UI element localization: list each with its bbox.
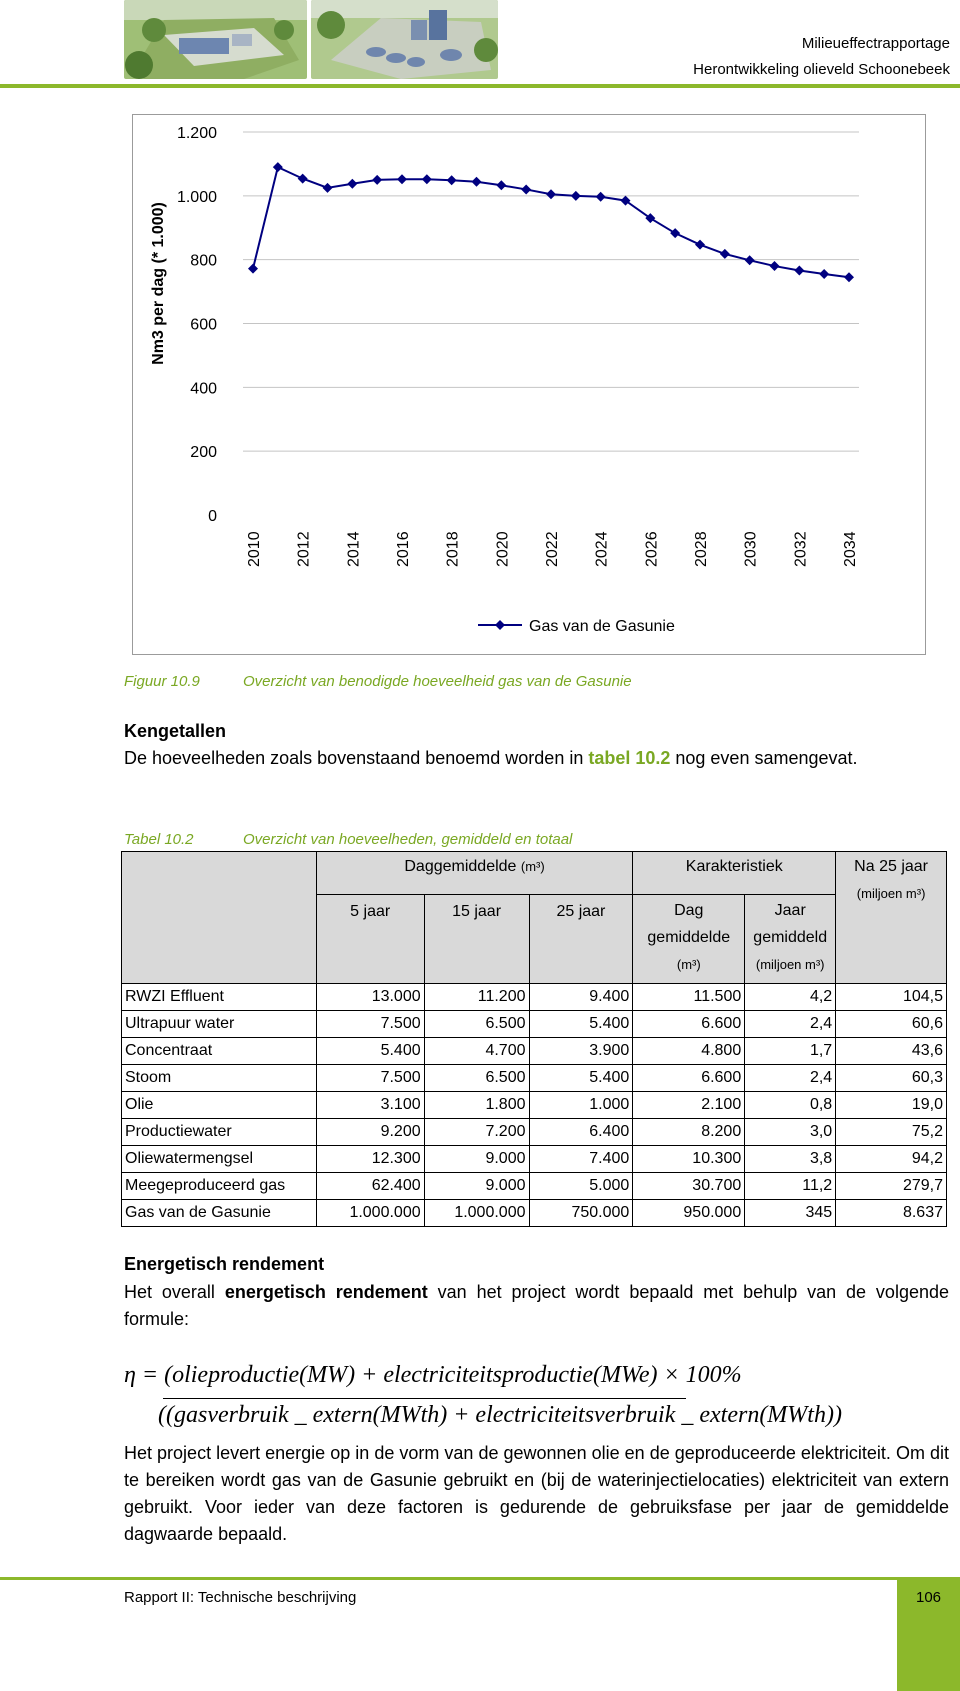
- formula-denominator: ((gasverbruik _ extern(MWth) + electriciteitsverbruik _ extern(MWth)): [158, 1402, 842, 1428]
- gas-demand-line-chart: [133, 115, 927, 656]
- cell-v15: 9.000: [424, 1146, 529, 1173]
- legend-marker: [495, 620, 505, 630]
- header-na-25-jaar: Na 25 jaar (miljoen m³): [836, 852, 947, 984]
- table-corner-cell: [122, 852, 317, 984]
- cell-dag: 2.100: [633, 1092, 745, 1119]
- x-tick-label: 2016: [395, 531, 412, 567]
- cell-v15: 6.500: [424, 1011, 529, 1038]
- cell-jaar: 2,4: [745, 1011, 836, 1038]
- table-reference-link[interactable]: tabel 10.2: [588, 748, 671, 768]
- cell-v5: 7.500: [316, 1065, 424, 1092]
- table-body: [122, 984, 947, 1227]
- cell-jaar: 4,2: [745, 984, 836, 1011]
- cell-jaar: 11,2: [745, 1173, 836, 1200]
- header-jaar-gemiddeld: Jaar gemiddeld (miljoen m³): [745, 895, 836, 984]
- header-photo-plant-left: [124, 0, 307, 79]
- table-row: [122, 1173, 947, 1200]
- row-label: Stoom: [122, 1065, 317, 1092]
- row-label: Gas van de Gasunie: [122, 1200, 317, 1227]
- cell-v15: 1.000.000: [424, 1200, 529, 1227]
- cell-dag: 4.800: [633, 1038, 745, 1065]
- cell-v25: 1.000: [529, 1092, 633, 1119]
- cell-dag: 30.700: [633, 1173, 745, 1200]
- x-tick-label: 2014: [345, 531, 363, 567]
- cell-v5: 62.400: [316, 1173, 424, 1200]
- table-caption-number: Tabel 10.2: [124, 831, 194, 848]
- figure-caption-number: Figuur 10.9: [124, 673, 200, 690]
- cell-v25: 9.400: [529, 984, 633, 1011]
- x-tick-label: 2026: [643, 531, 661, 567]
- formula-numerator: η = (olieproductie(MW) + electriciteitsproductie(MWe) × 100%: [124, 1362, 742, 1388]
- x-tick-label: 2022: [544, 531, 561, 567]
- cell-v5: 1.000.000: [316, 1200, 424, 1227]
- cell-dag: 6.600: [633, 1065, 745, 1092]
- row-label: Oliewatermengsel: [122, 1146, 317, 1173]
- header-dag-gemiddelde: Dag gemiddelde (m³): [633, 895, 745, 984]
- quantities-table: [121, 851, 947, 1227]
- row-label: Meegeproduceerd gas: [122, 1173, 317, 1200]
- section-heading-kengetallen: Kengetallen: [124, 721, 227, 741]
- row-label: RWZI Effluent: [122, 984, 317, 1011]
- x-tick-label: 2034: [842, 531, 859, 567]
- table-row: [122, 1038, 947, 1065]
- cell-na25: 19,0: [836, 1092, 947, 1119]
- y-axis-title: Nm3 per dag (* 1.000): [150, 202, 167, 365]
- legend-label: Gas van de Gasunie: [529, 618, 675, 635]
- cell-v5: 5.400: [316, 1038, 424, 1065]
- page-number: 106: [915, 1589, 942, 1606]
- formula-fraction-bar: [163, 1398, 686, 1399]
- cell-na25: 94,2: [836, 1146, 947, 1173]
- row-label: Productiewater: [122, 1119, 317, 1146]
- cell-na25: 104,5: [836, 984, 947, 1011]
- page-number-box: [897, 1577, 960, 1691]
- cell-v5: 13.000: [316, 984, 424, 1011]
- cell-na25: 279,7: [836, 1173, 947, 1200]
- cell-na25: 8.637: [836, 1200, 947, 1227]
- cell-v15: 7.200: [424, 1119, 529, 1146]
- cell-jaar: 345: [745, 1200, 836, 1227]
- y-tick-label: 1.000: [176, 188, 217, 206]
- kengetallen-paragraph: De hoeveelheden zoals bovenstaand benoemd worden in tabel 10.2 nog even samengevat.: [124, 748, 858, 768]
- cell-v15: 4.700: [424, 1038, 529, 1065]
- table-row: [122, 1200, 947, 1227]
- cell-na25: 75,2: [836, 1119, 947, 1146]
- header-project-title: Herontwikkeling olieveld Schoonebeek: [693, 61, 950, 78]
- cell-jaar: 2,4: [745, 1065, 836, 1092]
- x-tick-label: 2024: [593, 531, 611, 567]
- figure-chart-frame: [132, 114, 926, 655]
- cell-jaar: 1,7: [745, 1038, 836, 1065]
- cell-dag: 10.300: [633, 1146, 745, 1173]
- cell-dag: 6.600: [633, 1011, 745, 1038]
- cell-v25: 7.400: [529, 1146, 633, 1173]
- cell-dag: 950.000: [633, 1200, 745, 1227]
- y-tick-label: 200: [190, 444, 217, 462]
- cell-v5: 12.300: [316, 1146, 424, 1173]
- header-daggemiddelde: Daggemiddelde (m³): [316, 852, 633, 895]
- x-tick-label: 2010: [246, 531, 263, 567]
- row-label: Ultrapuur water: [122, 1011, 317, 1038]
- y-tick-label: 800: [190, 252, 217, 270]
- cell-v15: 6.500: [424, 1065, 529, 1092]
- cell-na25: 43,6: [836, 1038, 947, 1065]
- cell-v25: 5.400: [529, 1011, 633, 1038]
- cell-v5: 3.100: [316, 1092, 424, 1119]
- x-tick-label: 2028: [693, 531, 710, 567]
- table-row: [122, 1065, 947, 1092]
- table-row: [122, 1092, 947, 1119]
- row-label: Concentraat: [122, 1038, 317, 1065]
- table-row: [122, 1119, 947, 1146]
- table-row: [122, 984, 947, 1011]
- header-5-jaar: 5 jaar: [316, 895, 424, 984]
- header-photo-plant-right: [311, 0, 498, 79]
- cell-na25: 60,3: [836, 1065, 947, 1092]
- cell-v25: 3.900: [529, 1038, 633, 1065]
- cell-v25: 5.000: [529, 1173, 633, 1200]
- cell-v25: 750.000: [529, 1200, 633, 1227]
- x-tick-label: 2020: [494, 531, 512, 567]
- y-tick-label: 400: [190, 380, 217, 398]
- energetisch-intro-paragraph: Het overall energetisch rendement van het project wordt bepaald met behulp van de volgende formule:: [124, 1282, 949, 1329]
- x-tick-label: 2018: [444, 531, 462, 567]
- header-report-type: Milieueffectrapportage: [801, 35, 950, 52]
- cell-dag: 11.500: [633, 984, 745, 1011]
- cell-v5: 9.200: [316, 1119, 424, 1146]
- cell-v25: 5.400: [529, 1065, 633, 1092]
- table-row: [122, 1011, 947, 1038]
- header-karakteristiek: Karakteristiek: [633, 852, 836, 895]
- cell-v25: 6.400: [529, 1119, 633, 1146]
- x-tick-label: 2012: [295, 531, 313, 567]
- table-row: [122, 1146, 947, 1173]
- cell-v15: 9.000: [424, 1173, 529, 1200]
- section-heading-energetisch-rendement: Energetisch rendement: [124, 1254, 325, 1274]
- cell-v15: 1.800: [424, 1092, 529, 1119]
- y-tick-label: 0: [208, 508, 217, 525]
- table-caption-text: Overzicht van hoeveelheden, gemiddeld en totaal: [243, 831, 573, 848]
- footer-divider: [0, 1577, 960, 1580]
- x-tick-label: 2030: [742, 531, 760, 567]
- cell-dag: 8.200: [633, 1119, 745, 1146]
- header-divider: [0, 84, 960, 88]
- figure-caption-text: Overzicht van benodigde hoeveelheid gas van de Gasunie: [243, 673, 632, 690]
- y-tick-label: 600: [190, 316, 217, 334]
- header-15-jaar: 15 jaar: [424, 895, 529, 984]
- cell-jaar: 0,8: [745, 1092, 836, 1119]
- energetisch-closing-paragraph: Het project levert energie op in de vorm van de gewonnen olie en de geproduceerde elektriciteit. Om dit te bereiken wordt gas van de Gasunie gebruikt en (bij de waterinjectielocaties) elektriciteit van extern gebruikt. Voor ieder van deze factoren is gedurende de gebruiksfase per jaar de gemiddelde dagwaarde bepaald.: [124, 1443, 949, 1544]
- cell-na25: 60,6: [836, 1011, 947, 1038]
- row-label: Olie: [122, 1092, 317, 1119]
- header-25-jaar: 25 jaar: [529, 895, 633, 984]
- cell-jaar: 3,0: [745, 1119, 836, 1146]
- y-tick-label: 1.200: [176, 125, 217, 142]
- cell-v5: 7.500: [316, 1011, 424, 1038]
- cell-jaar: 3,8: [745, 1146, 836, 1173]
- footer-report-title: Rapport II: Technische beschrijving: [124, 1589, 357, 1606]
- x-tick-label: 2032: [792, 531, 810, 567]
- cell-v15: 11.200: [424, 984, 529, 1011]
